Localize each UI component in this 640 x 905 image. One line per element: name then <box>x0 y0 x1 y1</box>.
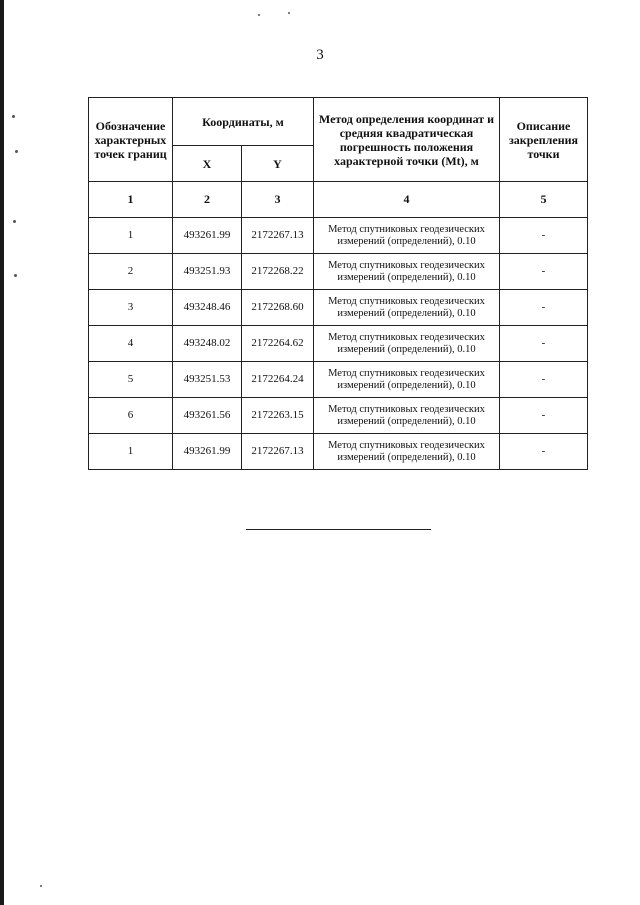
table-row <box>89 326 588 362</box>
signature-line <box>246 529 431 530</box>
coord-y: 2172268.60 <box>242 290 314 326</box>
scan-speck <box>13 220 16 223</box>
fixing-cell: - <box>500 290 588 326</box>
method-cell: Метод спутниковых геодезических измерений (определений), 0.10 <box>314 434 500 470</box>
fixing-cell: - <box>500 326 588 362</box>
coord-y: 2172264.62 <box>242 326 314 362</box>
coord-x: 493251.93 <box>173 254 242 290</box>
coord-x: 493261.99 <box>173 434 242 470</box>
coord-x: 493251.53 <box>173 362 242 398</box>
column-number-row <box>89 182 588 218</box>
coord-x: 493248.02 <box>173 326 242 362</box>
method-cell: Метод спутниковых геодезических измерений (определений), 0.10 <box>314 290 500 326</box>
header-x: X <box>173 146 242 182</box>
table-row <box>89 218 588 254</box>
column-number: 4 <box>314 182 500 218</box>
coord-x: 493248.46 <box>173 290 242 326</box>
boundary-points-table <box>88 97 588 470</box>
table-row <box>89 434 588 470</box>
point-id: 1 <box>89 218 173 254</box>
table-row <box>89 290 588 326</box>
coord-y: 2172268.22 <box>242 254 314 290</box>
header-row <box>89 98 588 146</box>
header-y: Y <box>242 146 314 182</box>
column-number: 2 <box>173 182 242 218</box>
coord-y: 2172267.13 <box>242 434 314 470</box>
scan-speck <box>288 12 290 14</box>
method-cell: Метод спутниковых геодезических измерений (определений), 0.10 <box>314 362 500 398</box>
scan-speck <box>258 14 260 16</box>
fixing-cell: - <box>500 434 588 470</box>
fixing-cell: - <box>500 362 588 398</box>
table-row <box>89 254 588 290</box>
column-number: 3 <box>242 182 314 218</box>
point-id: 5 <box>89 362 173 398</box>
fixing-cell: - <box>500 398 588 434</box>
header-method: Метод определения координат и средняя квадратическая погрешность положения характерной точки (Mt), м <box>314 98 500 182</box>
point-id: 3 <box>89 290 173 326</box>
coord-y: 2172267.13 <box>242 218 314 254</box>
method-cell: Метод спутниковых геодезических измерений (определений), 0.10 <box>314 398 500 434</box>
page-number: 3 <box>316 47 324 63</box>
column-number: 5 <box>500 182 588 218</box>
coord-x: 493261.56 <box>173 398 242 434</box>
method-cell: Метод спутниковых геодезических измерений (определений), 0.10 <box>314 326 500 362</box>
point-id: 2 <box>89 254 173 290</box>
point-id: 6 <box>89 398 173 434</box>
column-number: 1 <box>89 182 173 218</box>
method-cell: Метод спутниковых геодезических измерений (определений), 0.10 <box>314 254 500 290</box>
scan-speck <box>40 885 42 887</box>
fixing-cell: - <box>500 218 588 254</box>
point-id: 1 <box>89 434 173 470</box>
header-fixing: Описание закрепления точки <box>500 98 588 182</box>
coord-y: 2172263.15 <box>242 398 314 434</box>
scan-speck <box>14 274 17 277</box>
method-cell: Метод спутниковых геодезических измерений (определений), 0.10 <box>314 218 500 254</box>
scan-speck <box>15 150 18 153</box>
coord-x: 493261.99 <box>173 218 242 254</box>
table-row <box>89 362 588 398</box>
fixing-cell: - <box>500 254 588 290</box>
point-id: 4 <box>89 326 173 362</box>
header-designation: Обозначение характерных точек границ <box>89 98 173 182</box>
coord-y: 2172264.24 <box>242 362 314 398</box>
scan-speck <box>12 115 15 118</box>
table-row <box>89 398 588 434</box>
scan-left-edge <box>0 0 4 905</box>
header-coordinates: Координаты, м <box>173 98 314 146</box>
